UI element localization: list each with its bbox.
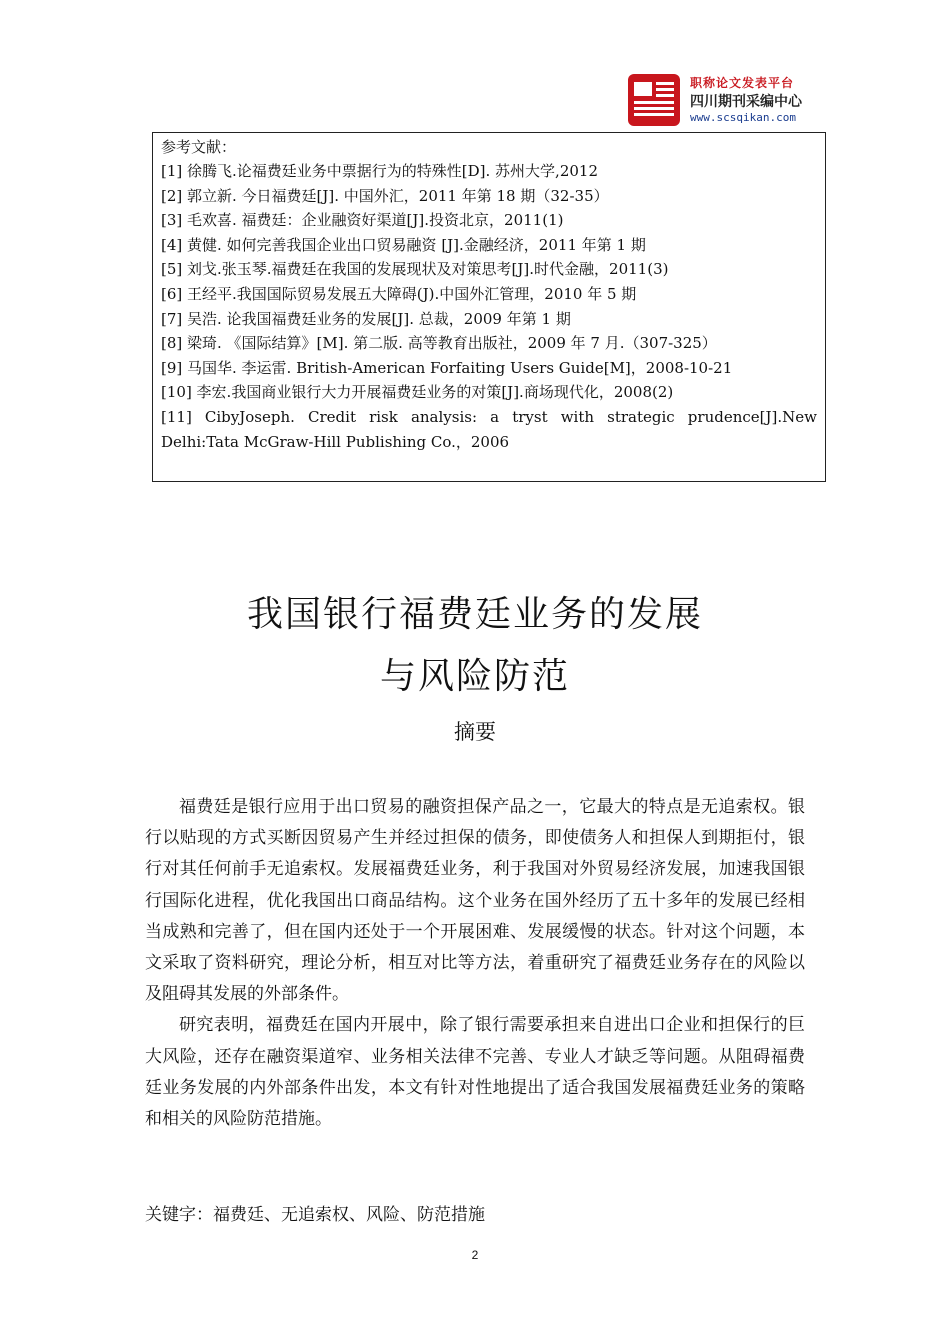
reference-item: [3] 毛欢喜. 福费廷：企业融资好渠道[J].投资北京，2011(1)	[161, 211, 564, 230]
references-box	[152, 132, 826, 482]
abstract-paragraph: 研究表明，福费廷在国内开展中，除了银行需要承担来自进出口企业和担保行的巨大风险，还存在融资渠道窄、业务相关法律不完善、专业人才缺乏等问题。从阻碍福费廷业务发展的内外部条件出发，本文有针对性地提出了适合我国发展福费廷业务的策略和相关的风险防范措施。	[145, 1015, 805, 1130]
reference-item: [9] 马国华. 李运雷. British-American Forfaiting Users Guide[M]，2008-10-21	[161, 358, 733, 377]
abstract-body	[145, 792, 805, 1135]
reference-item: [7] 吴浩. 论我国福费廷业务的发展[J]. 总裁，2009 年第 1 期	[161, 309, 571, 328]
reference-item: [8] 梁琦. 《国际结算》[M]. 第二版. 高等教育出版社，2009 年 7 月.（307-325）	[161, 334, 717, 353]
abstract-paragraph: 福费廷是银行应用于出口贸易的融资担保产品之一，它最大的特点是无追索权。银行以贴现的方式买断因贸易产生并经过担保的债务，即使债务人和担保人到期拒付，银行对其任何前手无追索权。发展福费廷业务，利于我国对外贸易经济发展，加速我国银行国际化进程，优化我国出口商品结构。这个业务在国外经历了五十多年的发展已经相当成熟和完善了，但在国内还处于一个开展困难、发展缓慢的状态。针对这个问题，本文采取了资料研究，理论分析，相互对比等方法，着重研究了福费廷业务存在的风险以及阻碍其发展的外部条件。	[145, 797, 805, 1005]
reference-item: [5] 刘戈.张玉琴.福费廷在我国的发展现状及对策思考[J].时代金融，2011(3)	[161, 260, 669, 279]
reference-item: [1] 徐腾飞.论福费廷业务中票据行为的特殊性[D]. 苏州大学,2012	[161, 162, 598, 180]
logo-url: www.scsqikan.com	[690, 111, 796, 124]
page-title-line-1: 我国银行福费廷业务的发展	[246, 594, 703, 635]
publisher-logo	[628, 74, 828, 128]
logo-tagline: 职称论文发表平台	[690, 76, 795, 90]
reference-item: [6] 王经平.我国国际贸易发展五大障碍(J).中国外汇管理，2010 年 5 期	[161, 284, 637, 303]
newspaper-icon	[628, 74, 680, 126]
reference-item: [10] 李宏.我国商业银行大力开展福费廷业务的对策[J].商场现代化，2008(2)	[161, 383, 674, 402]
logo-name: 四川期刊采编中心	[690, 94, 802, 110]
reference-item: [4] 黄健. 如何完善我国企业出口贸易融资 [J].金融经济，2011 年第 1 期	[161, 235, 646, 254]
page-number: 2	[471, 1248, 479, 1262]
keywords: 关键字：福费廷、无追索权、风险、防范措施	[145, 1205, 485, 1225]
references-heading: 参考文献：	[161, 138, 237, 156]
reference-item: [2] 郭立新. 今日福费廷[J]. 中国外汇，2011 年第 18 期（32-35）	[161, 186, 609, 205]
page-title-line-2: 与风险防范	[379, 656, 570, 697]
reference-item: [11] CibyJoseph. Credit risk analysis: a tryst with strategic prudence[J].New Delhi:Tata McGraw-Hill Publishing Co.，2006	[161, 407, 817, 451]
abstract-heading: 摘要	[454, 720, 496, 744]
